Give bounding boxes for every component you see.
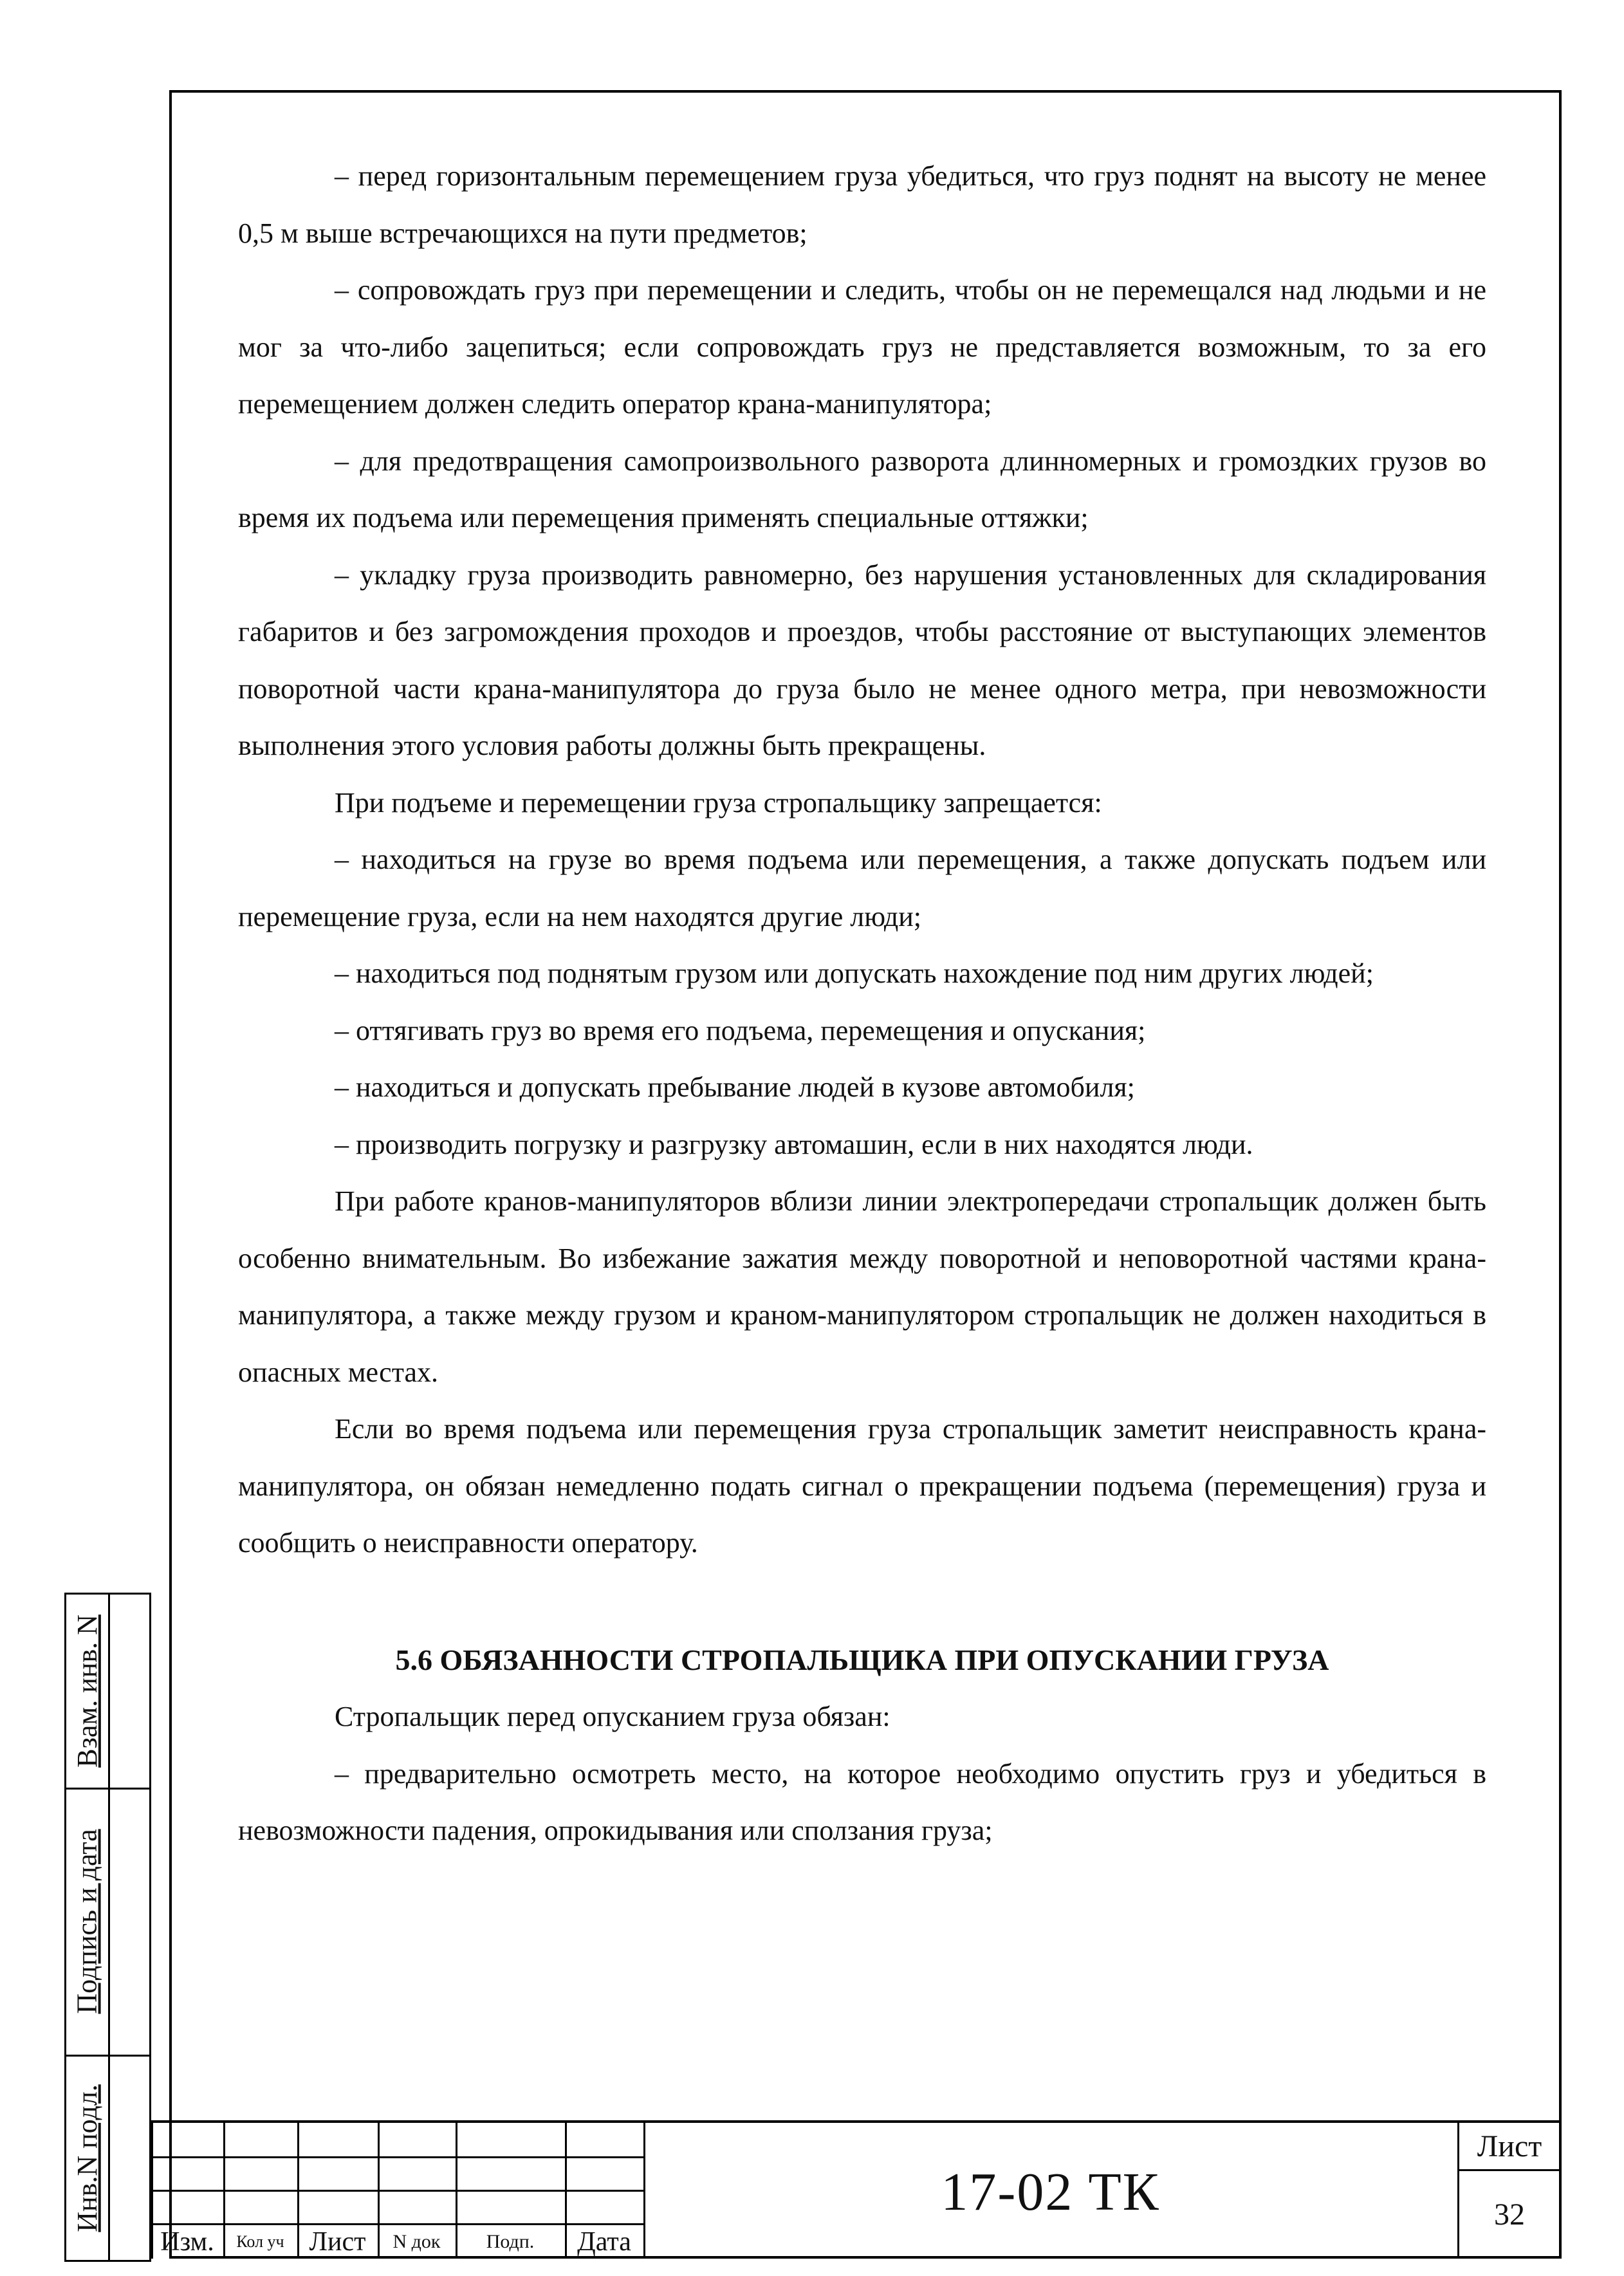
section-heading: 5.6 ОБЯЗАННОСТИ СТРОПАЛЬЩИКА ПРИ ОПУСКАНИИ ГРУЗА (395, 1643, 1329, 1676)
paragraph: – находиться под поднятым грузом или допускать нахождение под ним других людей; (335, 958, 1374, 989)
original-inventory-label: Инв.N подл. (71, 2084, 103, 2232)
sheet-label: Лист (1477, 2129, 1542, 2163)
paragraph: – укладку груза производить равномерно, без нарушения установленных для складирования габаритов и без загромождения проходов и проездов, чтобы расстояние от выступающих элементов поворотной части крана-манипулятора до груза было не менее одного метра, при невозможности выполнения этого условия работы должны быть прекращены. (238, 559, 1486, 761)
side-stamp (64, 1593, 151, 2262)
paragraph: Если во время подъема или перемещения груза стропальщик заметит неисправность крана-манипулятора, он обязан немедленно подать сигнал о прекращении подъема (перемещения) груза и сообщить о неисправности оператору. (238, 1413, 1486, 1559)
column-label-sheet: Лист (309, 2227, 366, 2257)
paragraph: – предварительно осмотреть место, на которое необходимо опустить груз и убедиться в невозможности падения, опрокидывания или сползания груза; (238, 1757, 1486, 1846)
column-label-date: Дата (577, 2227, 631, 2257)
title-block-line (151, 2156, 643, 2158)
side-stamp-divider (108, 1595, 110, 2260)
sheet-number: 32 (1494, 2197, 1525, 2232)
title-block (151, 2120, 1562, 2259)
paragraph: При подъеме и перемещении груза стропальщику запрещается: (335, 786, 1102, 819)
column-label-doc-number: N док (392, 2231, 441, 2252)
paragraph: – перед горизонтальным перемещением груза убедиться, что груз поднят на высоту не менее 0,5 м выше встречающихся на пути предметов; (238, 160, 1486, 249)
document-body (238, 148, 1486, 1860)
column-label-signature: Подп. (486, 2231, 535, 2252)
paragraph: Стропальщик перед опусканием груза обязан: (335, 1701, 890, 1732)
replacement-inventory-label: Взам. инв. N (71, 1614, 103, 1768)
paragraph: – находиться на грузе во время подъема или перемещения, а также допускать подъем или перемещение груза, если на нем находятся другие люди; (238, 844, 1486, 932)
signature-date-label: Подпись и дата (71, 1828, 103, 2014)
paragraph: При работе кранов-манипуляторов вблизи линии электропередачи стропальщик должен быть особенно внимательным. Во избежание зажатия между поворотной и неповоротной частями крана-манипулятора, а также между грузом и краном-манипулятором стропальщик не должен находиться в опасных местах. (238, 1185, 1486, 1388)
paragraph: – оттягивать груз во время его подъема, перемещения и опускания; (335, 1014, 1146, 1046)
column-label-change: Изм. (160, 2227, 214, 2257)
paragraph: – находиться и допускать пребывание людей в кузове автомобиля; (335, 1071, 1135, 1103)
paragraph: – сопровождать груз при перемещении и следить, чтобы он не перемещался над людьми и не мог за что-либо зацепиться; если сопровождать груз не представляется возможным, то за его перемещением должен следить оператор крана-манипулятора; (238, 274, 1486, 420)
document-code: 17-02 ТК (941, 2162, 1160, 2222)
column-label-count: Кол уч (236, 2232, 284, 2251)
paragraph: – для предотвращения самопроизвольного разворота длинномерных и громоздких грузов во время их подъема или перемещения применять специальные оттяжки; (238, 445, 1486, 533)
title-block-line (151, 2190, 643, 2192)
paragraph: – производить погрузку и разгрузку автомашин, если в них находятся люди. (335, 1128, 1253, 1160)
